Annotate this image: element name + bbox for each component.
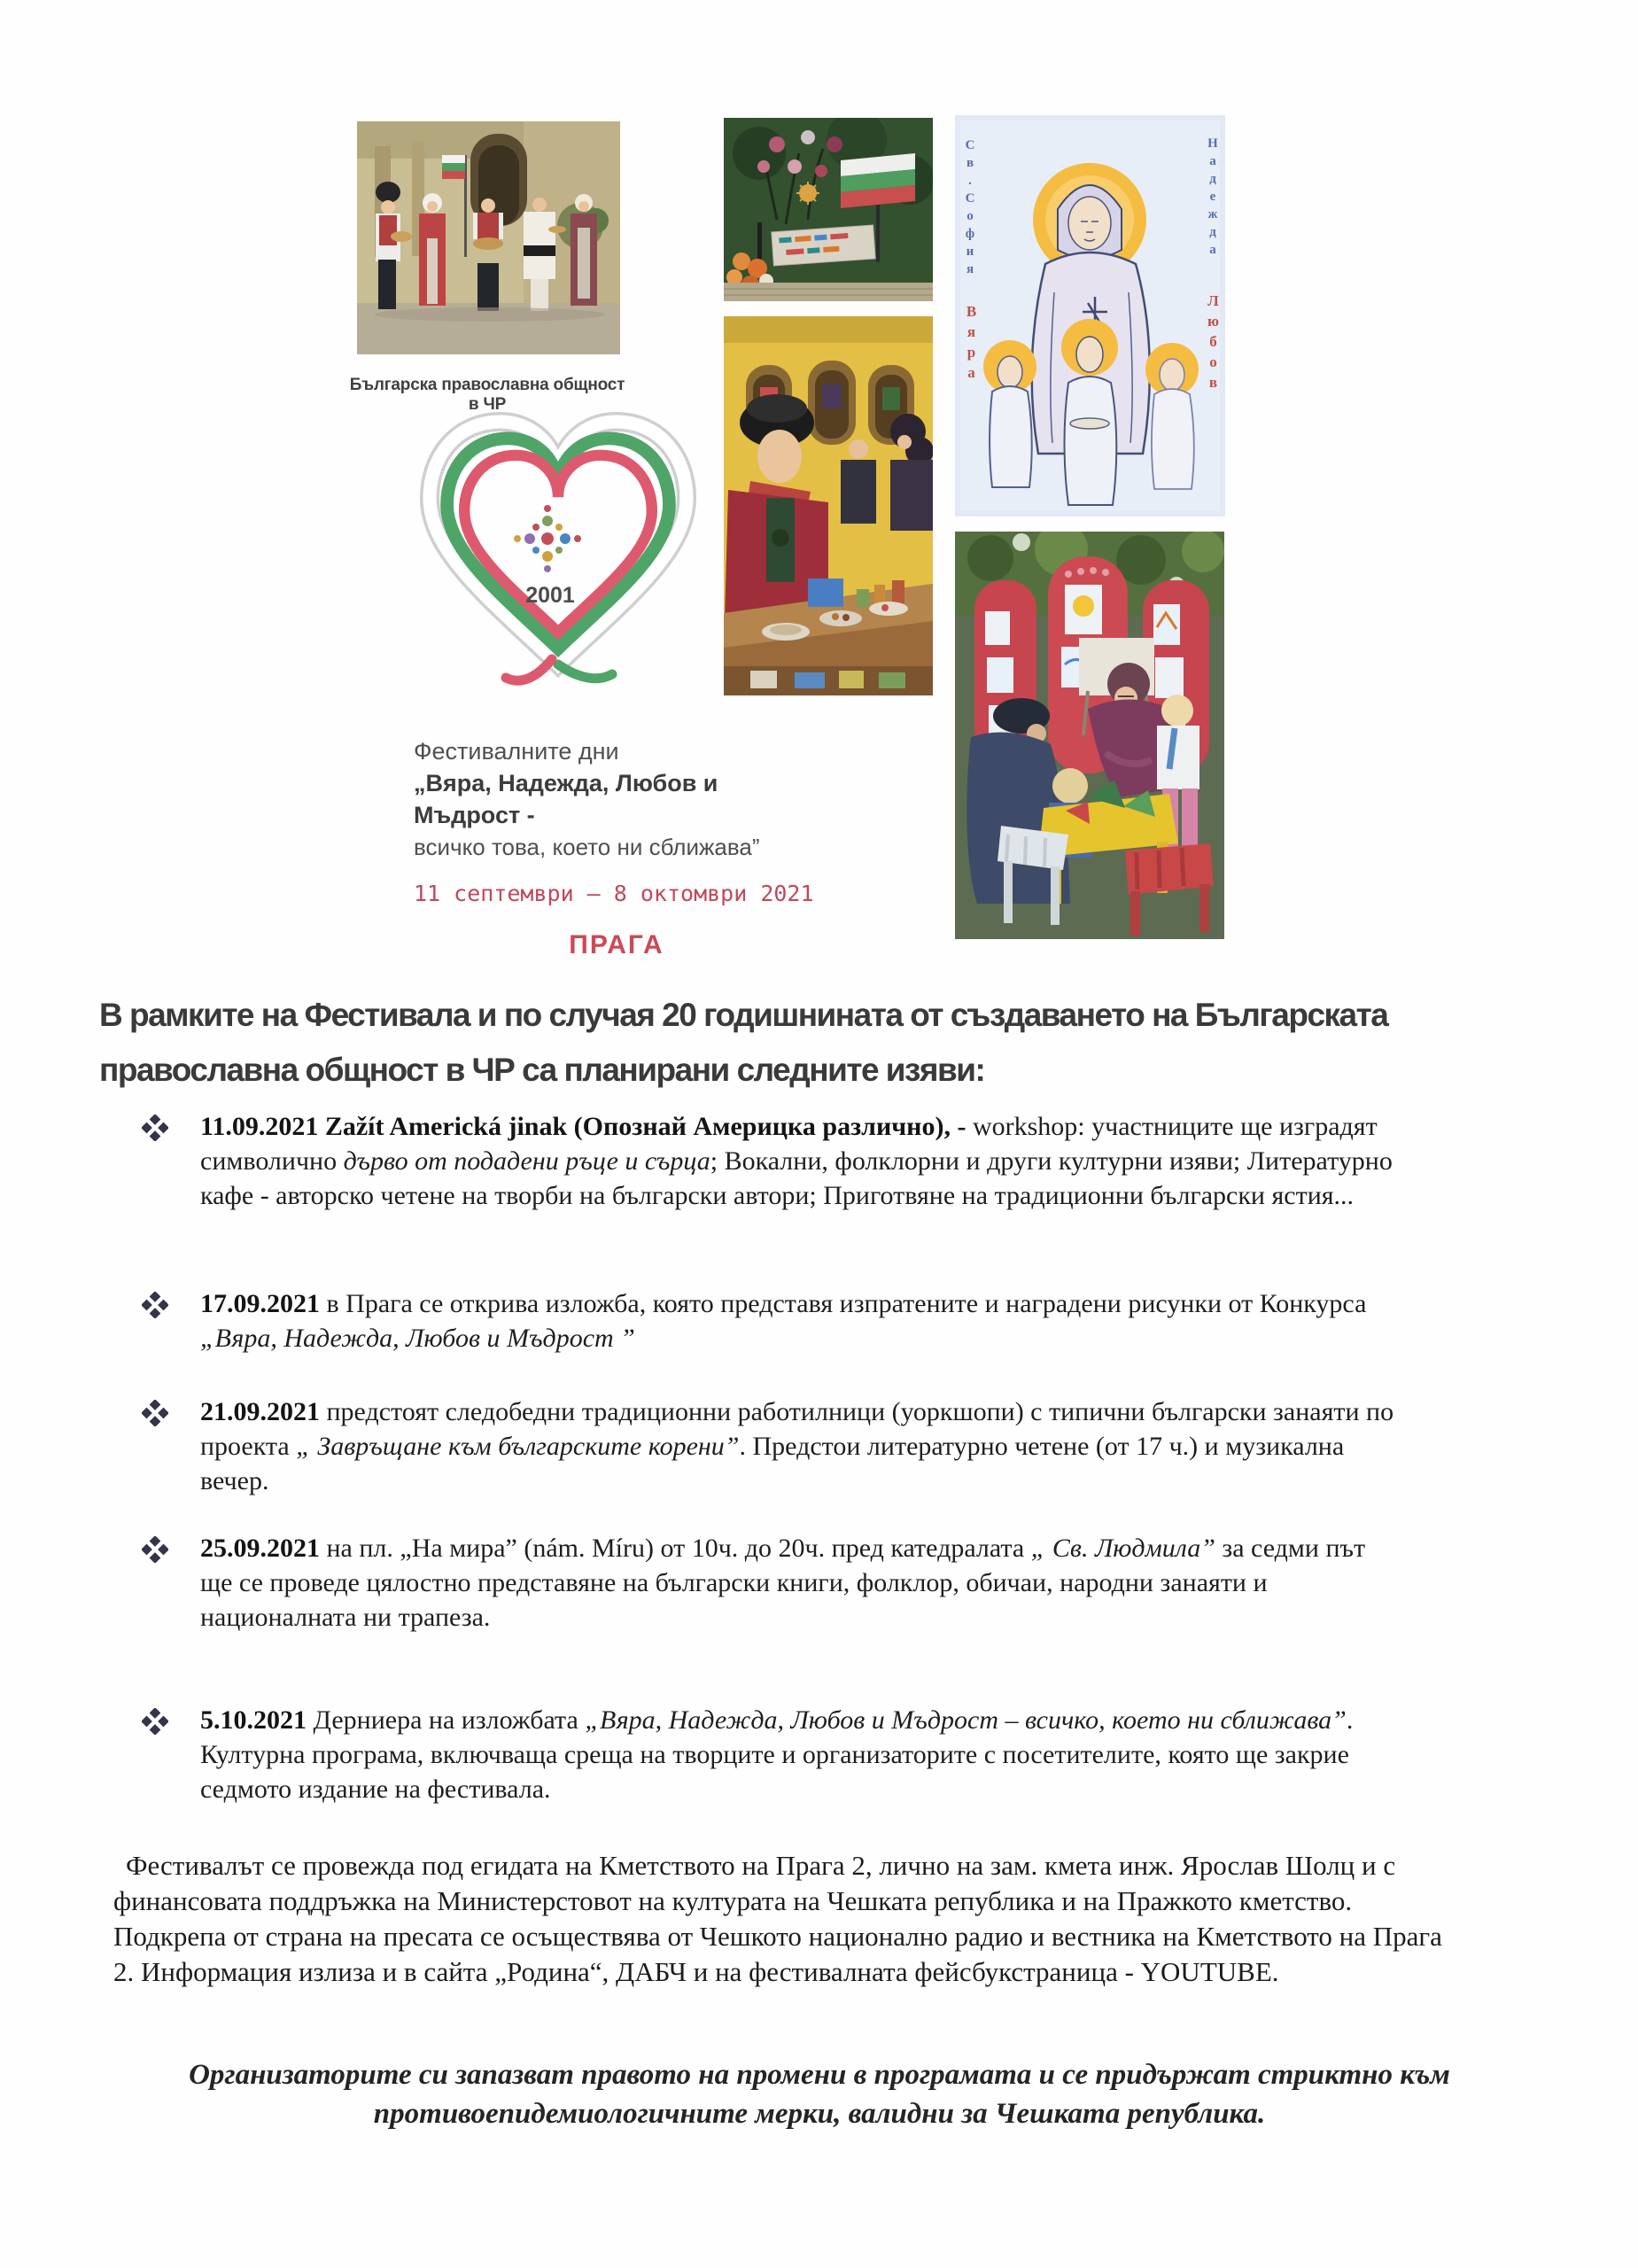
ornament-cross	[514, 505, 581, 572]
event-text	[200, 1109, 1396, 1213]
community-label: Българска православна общност в ЧР	[349, 376, 625, 414]
photo-folk-costumes	[357, 121, 620, 354]
icon-label-lyubov: Любов	[1205, 292, 1222, 394]
photo-market-stall	[724, 316, 933, 695]
festival-line-3: всичко това, което ни сближава”	[414, 834, 760, 860]
text-run: предстоят следобедни традиционни работилници (уоркшопи) с типични български занаяти по проекта	[200, 1397, 1394, 1461]
text-run: „Вяра, Надежда, Любов и Мъдрост ”	[200, 1324, 635, 1353]
text-run: Дерниера на изложбата	[307, 1705, 586, 1735]
festival-title-block	[414, 735, 819, 960]
sign-board	[772, 225, 875, 266]
text-run: „ Св. Людмила”	[1030, 1534, 1215, 1563]
logo-heart	[403, 404, 713, 687]
festival-line-1: Фестивалните дни	[414, 738, 619, 765]
text-run: 25.09.2021	[200, 1534, 320, 1563]
photo-children-workshop	[955, 532, 1224, 939]
text-run: 17.09.2021	[200, 1289, 320, 1318]
text-run: на пл. „На мира” (nám. Míru) от 10ч. до 20ч. пред катедралата	[320, 1534, 1031, 1563]
photo-flag-flowers	[724, 118, 933, 301]
bullet-diamond-icon	[142, 1400, 168, 1426]
event-text	[200, 1531, 1396, 1635]
event-item-2	[142, 1286, 1400, 1355]
photo-flag-flowers-art	[724, 118, 933, 301]
text-run: . Културна програма, включваща среща на творците и организаторите с посетителите, която ще закрие седмото издание на фестивала.	[200, 1705, 1354, 1804]
bullet-diamond-icon	[142, 1708, 168, 1735]
event-text	[200, 1394, 1396, 1498]
photo-folk-costumes-art	[357, 121, 620, 354]
event-text	[200, 1703, 1396, 1806]
text-run: ; Вокални, фолклорни и други културни изяви; Литературно кафе - авторско четене на творби на български автори; Приготвяне на традиционни български ястия...	[200, 1146, 1393, 1210]
bullet-diamond-icon	[142, 1115, 168, 1141]
festival-line-2: „Вяра, Надежда, Любов и Мъдрост -	[414, 770, 718, 828]
festival-city: ПРАГА	[569, 930, 664, 959]
event-item-3	[142, 1394, 1400, 1498]
event-item-5	[142, 1703, 1400, 1806]
icon-saints-art	[955, 115, 1225, 517]
text-run: „ Завръщане към българските корени”	[296, 1432, 740, 1461]
logo-heart-art	[403, 404, 713, 687]
event-text	[200, 1286, 1396, 1355]
daughter-figures	[983, 319, 1199, 505]
photo-children-workshop-art	[955, 532, 1224, 939]
bullet-diamond-icon	[142, 1292, 168, 1318]
section-heading: В рамките на Фестивала и по случая 20 годишнината от създаването на Българската православна общност в ЧР са планирани следните изяви:	[99, 997, 1388, 1088]
icon-label-nadezhda: Надежда	[1206, 136, 1220, 260]
text-run: 5.10.2021	[200, 1705, 307, 1735]
photo-market-stall-art	[724, 316, 933, 695]
text-run: за седми път ще се проведе цялостно представяне на български книги, фолклор, обичаи, народни занаяти и националната ни трапеза.	[200, 1534, 1366, 1632]
text-run: . Предстои литературно четене (от 17 ч.) и музикална вечер.	[200, 1432, 1345, 1495]
text-run: в Прага се открива изложба, която представя изпратените и наградени рисунки от Конкурса	[320, 1289, 1367, 1318]
organizers-note: Организаторите си запазват правото на промени в програмата и се придържат стриктно към противоепидемиологичните мерки, валидни за Чешката република.	[189, 2059, 1450, 2130]
closing-paragraph: Фестивалът се провежда под егидата на Кметството на Прага 2, лично на зам. кмета инж. Ярослав Шолц и с финансовата поддръжка на Министерстовот на културата на Чешката република и на Пражкото кметство. Подкрепа от страна на пресата се осъществява от Чешкото национално радио и вестника на Кметството на Прага 2. Информация излиза и в сайта „Родина“, ДАБЧ и на фестивалната фейсбукстраница - YOUTUBE.	[113, 1850, 1442, 1987]
text-run: 11.09.2021 Zažít Americká jinak (Опознай Америцка различно), -	[200, 1112, 973, 1141]
event-item-1	[142, 1109, 1400, 1213]
bullet-diamond-icon	[142, 1536, 168, 1563]
icon-saints-drawing	[955, 115, 1225, 517]
event-item-4	[142, 1531, 1400, 1635]
logo-year: 2001	[525, 583, 575, 608]
festival-date-range: 11 септември – 8 октомври 2021	[414, 881, 814, 906]
text-run: „Вяра, Надежда, Любов и Мъдрост – всичко, което ни сближава”	[585, 1705, 1347, 1735]
text-run: workshop: участниците ще изградят символично	[200, 1112, 1378, 1176]
text-run: дърво от подадени ръце и сърца	[343, 1146, 710, 1176]
text-run: 21.09.2021	[200, 1397, 320, 1426]
icon-label-vyara: Вяра	[963, 303, 980, 384]
icon-label-sophia: Св.София	[963, 138, 977, 280]
